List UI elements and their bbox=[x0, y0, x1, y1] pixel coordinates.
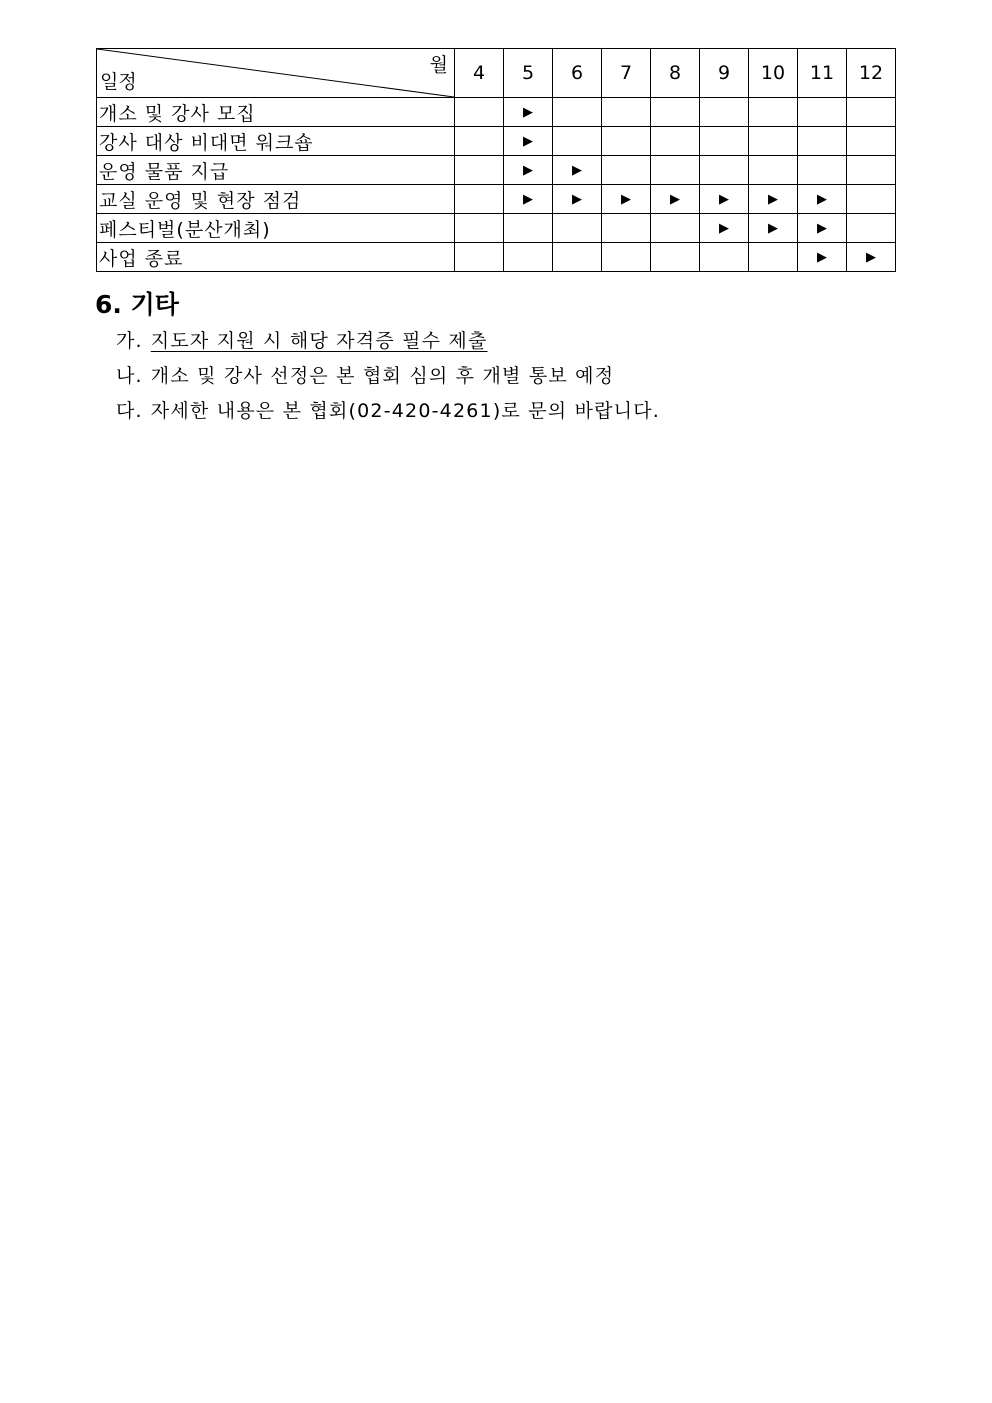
month-cell-10 bbox=[749, 98, 798, 127]
month-cell-8 bbox=[651, 214, 700, 243]
month-cell-11 bbox=[798, 214, 847, 243]
month-cell-5 bbox=[504, 98, 553, 127]
month-cell-7 bbox=[602, 127, 651, 156]
month-cell-8 bbox=[651, 156, 700, 185]
month-cell-4 bbox=[455, 127, 504, 156]
table-row bbox=[97, 214, 896, 243]
month-cell-11 bbox=[798, 156, 847, 185]
month-cell-8 bbox=[651, 127, 700, 156]
note-text: 지도자 지원 시 해당 자격증 필수 제출 bbox=[150, 330, 488, 352]
active-marker-icon: ▶ bbox=[866, 249, 876, 265]
month-cell-8 bbox=[651, 185, 700, 214]
month-cell-10 bbox=[749, 214, 798, 243]
month-cell-5 bbox=[504, 185, 553, 214]
header-corner-cell bbox=[97, 49, 455, 98]
task-label: 강사 대상 비대면 워크숍 bbox=[97, 127, 455, 156]
month-cell-10 bbox=[749, 127, 798, 156]
active-marker-icon: ▶ bbox=[523, 162, 533, 178]
month-cell-6 bbox=[553, 98, 602, 127]
note-text: 개소 및 강사 선정은 본 협회 심의 후 개별 통보 예정 bbox=[150, 365, 615, 387]
task-label: 개소 및 강사 모집 bbox=[97, 98, 455, 127]
section-heading: 6. 기타 bbox=[95, 290, 179, 319]
month-cell-9 bbox=[700, 98, 749, 127]
month-cell-4 bbox=[455, 214, 504, 243]
month-header-9: 9 bbox=[700, 49, 749, 98]
table-row bbox=[97, 156, 896, 185]
note-marker: 가. bbox=[116, 330, 143, 352]
active-marker-icon: ▶ bbox=[817, 249, 827, 265]
month-cell-9 bbox=[700, 156, 749, 185]
active-marker-icon: ▶ bbox=[719, 220, 729, 236]
task-label: 페스티벌(분산개최) bbox=[97, 214, 455, 243]
active-marker-icon: ▶ bbox=[572, 191, 582, 207]
table-row bbox=[97, 185, 896, 214]
month-cell-9 bbox=[700, 243, 749, 272]
month-cell-11 bbox=[798, 98, 847, 127]
month-header-11: 11 bbox=[798, 49, 847, 98]
schedule-table-body bbox=[97, 98, 896, 272]
month-cell-5 bbox=[504, 214, 553, 243]
month-header-4: 4 bbox=[455, 49, 504, 98]
month-cell-6 bbox=[553, 214, 602, 243]
month-cell-11 bbox=[798, 243, 847, 272]
month-cell-7 bbox=[602, 243, 651, 272]
active-marker-icon: ▶ bbox=[768, 191, 778, 207]
month-cell-10 bbox=[749, 185, 798, 214]
month-cell-5 bbox=[504, 127, 553, 156]
corner-schedule-label: 일정 bbox=[100, 71, 137, 93]
month-header-10: 10 bbox=[749, 49, 798, 98]
note-text: 자세한 내용은 본 협회(02-420-4261)로 문의 바랍니다. bbox=[150, 400, 661, 422]
task-label: 운영 물품 지급 bbox=[97, 156, 455, 185]
note-item bbox=[116, 361, 660, 396]
month-cell-9 bbox=[700, 185, 749, 214]
month-cell-12 bbox=[847, 156, 896, 185]
month-cell-12 bbox=[847, 243, 896, 272]
month-cell-6 bbox=[553, 185, 602, 214]
month-cell-7 bbox=[602, 185, 651, 214]
month-cell-12 bbox=[847, 127, 896, 156]
active-marker-icon: ▶ bbox=[523, 104, 533, 120]
month-cell-6 bbox=[553, 156, 602, 185]
month-cell-4 bbox=[455, 156, 504, 185]
active-marker-icon: ▶ bbox=[670, 191, 680, 207]
month-cell-7 bbox=[602, 98, 651, 127]
month-cell-10 bbox=[749, 243, 798, 272]
month-cell-6 bbox=[553, 127, 602, 156]
month-header-8: 8 bbox=[651, 49, 700, 98]
month-cell-6 bbox=[553, 243, 602, 272]
month-cell-4 bbox=[455, 185, 504, 214]
corner-month-label: 월 bbox=[429, 54, 448, 76]
active-marker-icon: ▶ bbox=[523, 133, 533, 149]
month-cell-5 bbox=[504, 156, 553, 185]
month-cell-12 bbox=[847, 185, 896, 214]
active-marker-icon: ▶ bbox=[817, 191, 827, 207]
month-cell-12 bbox=[847, 214, 896, 243]
month-cell-5 bbox=[504, 243, 553, 272]
active-marker-icon: ▶ bbox=[621, 191, 631, 207]
active-marker-icon: ▶ bbox=[523, 191, 533, 207]
table-row bbox=[97, 243, 896, 272]
note-item bbox=[116, 396, 660, 431]
schedule-table bbox=[96, 48, 896, 272]
month-cell-8 bbox=[651, 243, 700, 272]
month-header-12: 12 bbox=[847, 49, 896, 98]
month-header-6: 6 bbox=[553, 49, 602, 98]
note-item bbox=[116, 326, 660, 361]
month-cell-4 bbox=[455, 243, 504, 272]
month-cell-12 bbox=[847, 98, 896, 127]
note-marker: 나. bbox=[116, 365, 143, 387]
notes-list bbox=[116, 326, 660, 431]
month-header-7: 7 bbox=[602, 49, 651, 98]
table-row bbox=[97, 98, 896, 127]
note-marker: 다. bbox=[116, 400, 143, 422]
month-cell-11 bbox=[798, 127, 847, 156]
month-cell-4 bbox=[455, 98, 504, 127]
month-cell-10 bbox=[749, 156, 798, 185]
active-marker-icon: ▶ bbox=[817, 220, 827, 236]
month-cell-7 bbox=[602, 156, 651, 185]
month-cell-9 bbox=[700, 127, 749, 156]
month-cell-9 bbox=[700, 214, 749, 243]
active-marker-icon: ▶ bbox=[719, 191, 729, 207]
month-header-5: 5 bbox=[504, 49, 553, 98]
month-cell-8 bbox=[651, 98, 700, 127]
task-label: 교실 운영 및 현장 점검 bbox=[97, 185, 455, 214]
active-marker-icon: ▶ bbox=[768, 220, 778, 236]
task-label: 사업 종료 bbox=[97, 243, 455, 272]
active-marker-icon: ▶ bbox=[572, 162, 582, 178]
table-row bbox=[97, 127, 896, 156]
month-cell-7 bbox=[602, 214, 651, 243]
month-cell-11 bbox=[798, 185, 847, 214]
diagonal-divider bbox=[97, 49, 454, 97]
table-header-row bbox=[97, 49, 896, 98]
